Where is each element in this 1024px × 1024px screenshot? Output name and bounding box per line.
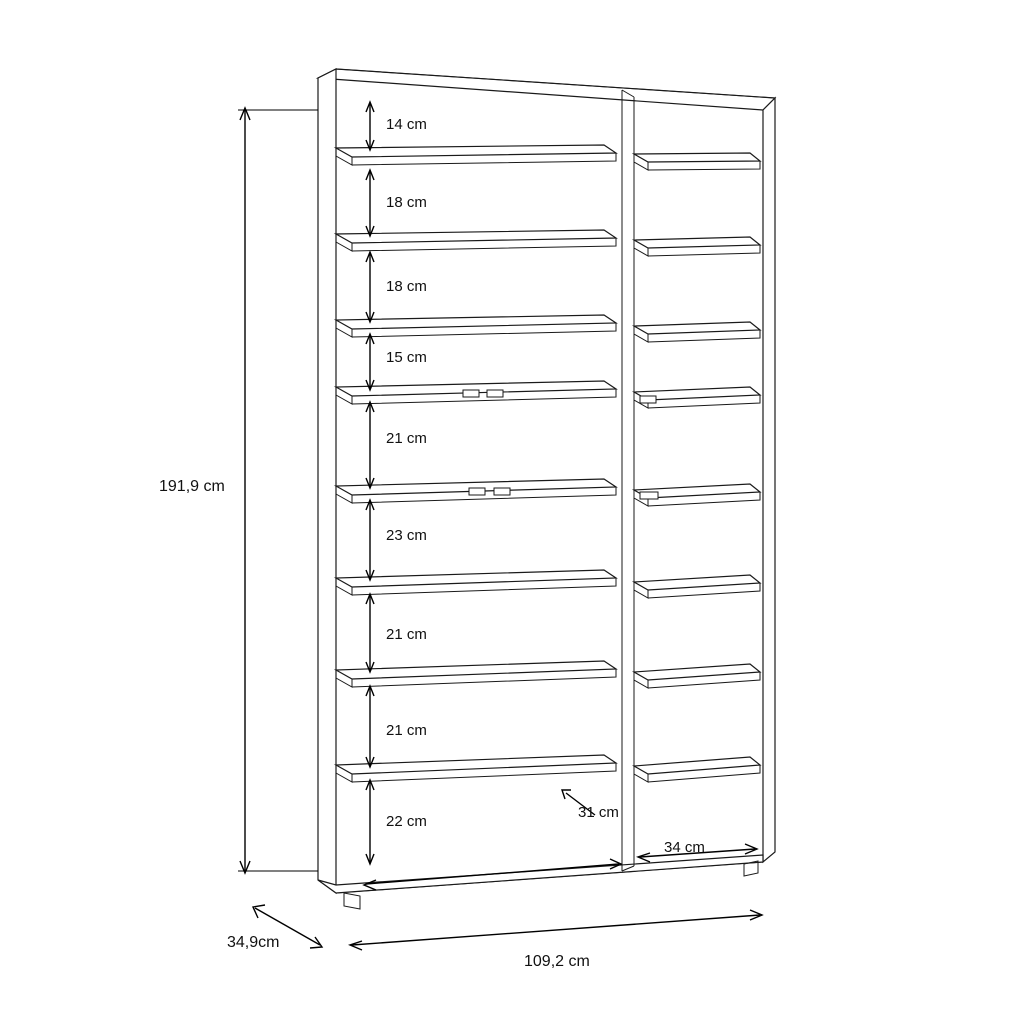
compartment-label-5: 21 cm: [386, 430, 427, 447]
compartment-label-7: 21 cm: [386, 626, 427, 643]
compartment-label-6: 23 cm: [386, 527, 427, 544]
compartment-label-1: 14 cm: [386, 116, 427, 133]
compartment-label-8: 21 cm: [386, 722, 427, 739]
overall-height-dimension: [238, 108, 318, 873]
overall-depth-label: 34,9cm: [227, 934, 280, 951]
right-section-width-label: 34 cm: [664, 839, 705, 856]
right-column-shelves: [634, 153, 760, 782]
compartment-height-dimensions: [366, 102, 374, 864]
overall-width-label: 109,2 cm: [524, 953, 590, 970]
left-column-shelves: [336, 145, 616, 782]
compartment-label-2: 18 cm: [386, 194, 427, 211]
compartment-label-4: 15 cm: [386, 349, 427, 366]
overall-height-label: 191,9 cm: [159, 478, 225, 495]
compartment-label-3: 18 cm: [386, 278, 427, 295]
left-section-width-label: 31 cm: [578, 804, 619, 821]
overall-width-depth-dimensions: [253, 905, 762, 950]
compartment-label-9: 22 cm: [386, 813, 427, 830]
